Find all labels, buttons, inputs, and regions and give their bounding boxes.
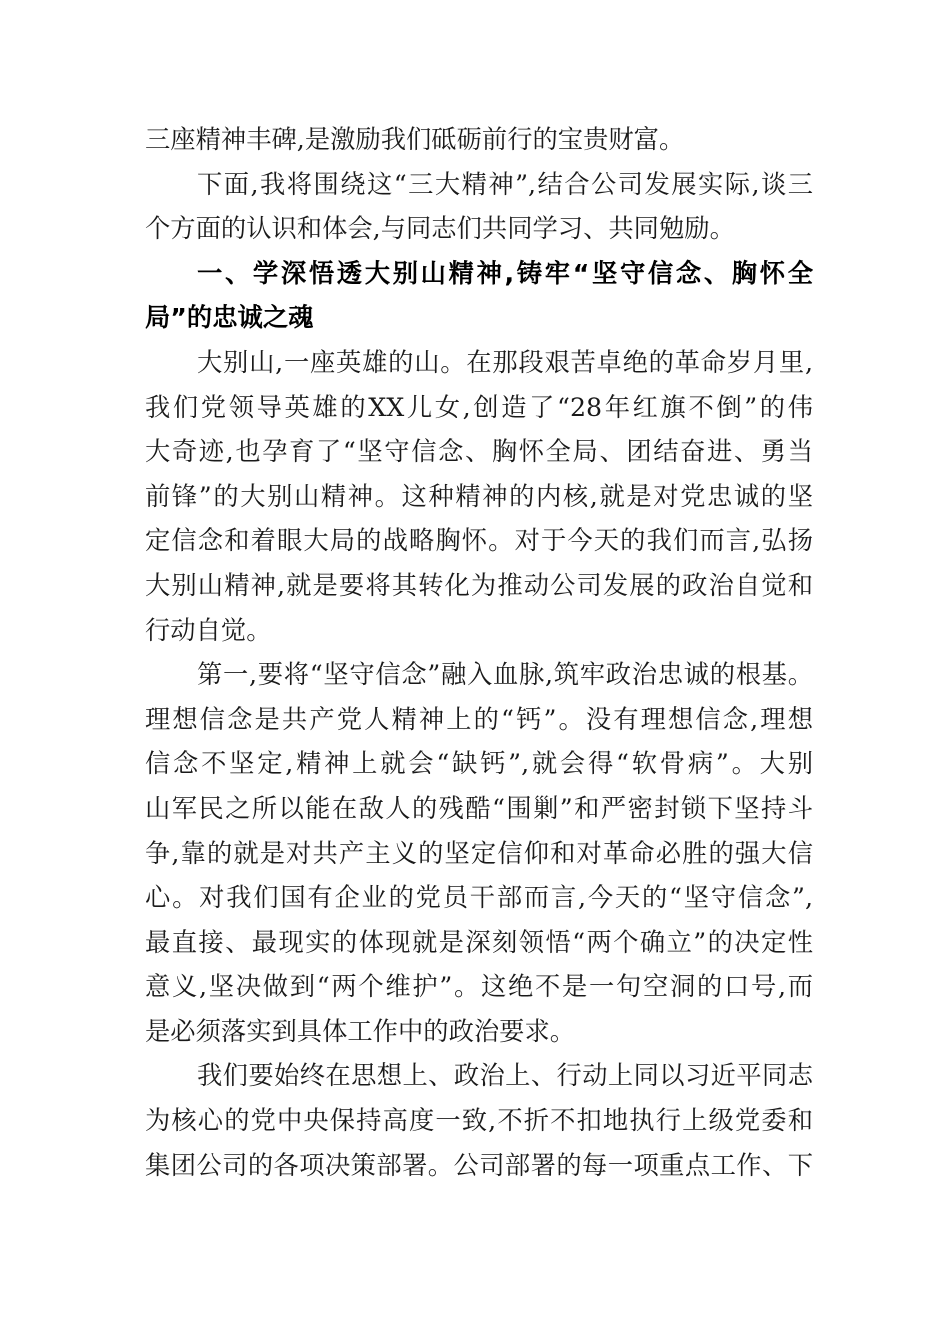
heading-line: 局”的忠诚之魂: [145, 303, 314, 333]
text-line: 个方面的认识和体会,与同志们共同学习、共同勉励。: [145, 214, 735, 244]
text-line: 我们要始终在思想上、政治上、行动上同以习近平同志: [197, 1061, 813, 1091]
text-line: 三座精神丰碑,是激励我们砥砺前行的宝贵财富。: [145, 125, 685, 154]
paragraph: [145, 653, 813, 1054]
text-line: 集团公司的各项决策部署。公司部署的每一项重点工作、下: [145, 1150, 813, 1180]
text-line: 争,靠的就是对共产主义的坚定信仰和对革命必胜的强大信: [145, 838, 813, 868]
text-line: 最直接、最现实的体现就是深刻领悟“两个确立”的决定性: [145, 927, 813, 957]
text-line: 第一,要将“坚守信念”融入血脉,筑牢政治忠诚的根基。: [197, 660, 813, 690]
text-line: 信念不坚定,精神上就会“缺钙”,就会得“软骨病”。大别: [145, 749, 813, 779]
text-line: 大别山,一座英雄的山。在那段艰苦卓绝的革命岁月里,: [197, 347, 813, 377]
heading-line: 一、学深悟透大别山精神,铸牢“坚守信念、胸怀全: [197, 258, 813, 288]
text-line: 是必须落实到具体工作中的政治要求。: [145, 1016, 576, 1046]
text-line: 山军民之所以能在敌人的残酷“围剿”和严密封锁下坚持斗: [145, 793, 813, 823]
text-line: 理想信念是共产党人精神上的“钙”。没有理想信念,理想: [145, 704, 813, 734]
text-line: 下面,我将围绕这“三大精神”,结合公司发展实际,谈三: [197, 169, 813, 199]
section-heading: [145, 252, 813, 341]
text-line: 大别山精神,就是要将其转化为推动公司发展的政治自觉和: [145, 570, 813, 600]
text-line: 大奇迹,也孕育了“坚守信念、胸怀全局、团结奋进、勇当: [145, 437, 813, 467]
text-line: 定信念和着眼大局的战略胸怀。对于今天的我们而言,弘扬: [145, 526, 813, 556]
document-page: [145, 118, 813, 1188]
text-line: 行动自觉。: [145, 615, 272, 645]
paragraph: [145, 341, 813, 653]
text-line: 前锋”的大别山精神。这种精神的内核,就是对党忠诚的坚: [145, 481, 813, 511]
text-line: 为核心的党中央保持高度一致,不折不扣地执行上级党委和: [145, 1106, 813, 1136]
text-line: 我们党领导英雄的XX儿女,创造了“28年红旗不倒”的伟: [145, 392, 813, 422]
paragraph: [145, 163, 813, 252]
text-line: 意义,坚决做到“两个维护”。这绝不是一句空洞的口号,而: [145, 972, 813, 1002]
paragraph: [145, 118, 813, 163]
text-line: 心。对我们国有企业的党员干部而言,今天的“坚守信念”,: [145, 883, 813, 913]
paragraph: [145, 1054, 813, 1188]
